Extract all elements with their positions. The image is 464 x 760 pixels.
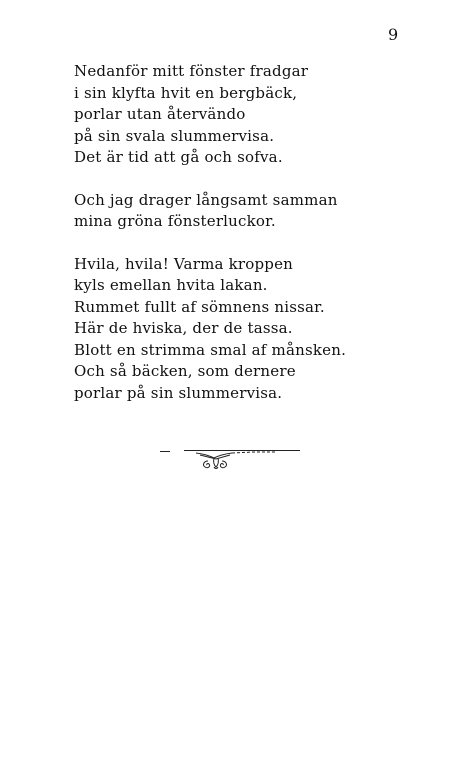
poem bbox=[74, 61, 434, 425]
poem-line: Och så bäcken, som dernere bbox=[74, 362, 296, 380]
poem-line: porlar på sin slummervisa. bbox=[74, 383, 283, 402]
poem-line: Och jag drager långsamt samman bbox=[74, 190, 338, 209]
stanza-3 bbox=[74, 254, 434, 405]
poem-line: i sin klyfta hvit en bergbäck, bbox=[74, 83, 298, 102]
poem-line: Hvila, hvila! Varma kroppen bbox=[74, 254, 294, 273]
poem-line: Blott en strimma smal af månsken. bbox=[74, 340, 347, 359]
poem-line: Nedanför mitt fönster fradgar bbox=[74, 62, 309, 80]
poem-line: Här de hviska, der de tassa. bbox=[74, 319, 293, 337]
poem-line: kyls emellan hvita lakan. bbox=[74, 276, 268, 294]
stanza-2 bbox=[74, 190, 434, 233]
poem-line: Det är tid att gå och sofva. bbox=[74, 148, 283, 166]
poem-line: mina gröna fönsterluckor. bbox=[74, 212, 276, 230]
page-number: 9 bbox=[388, 25, 399, 44]
poem-line: på sin svala slummervisa. bbox=[74, 126, 275, 145]
ornament-divider-icon bbox=[158, 447, 303, 473]
poem-line: porlar utan återvändo bbox=[74, 105, 246, 123]
poem-line: Rummet fullt af sömnens nissar. bbox=[74, 297, 325, 316]
stanza-1 bbox=[74, 61, 434, 169]
